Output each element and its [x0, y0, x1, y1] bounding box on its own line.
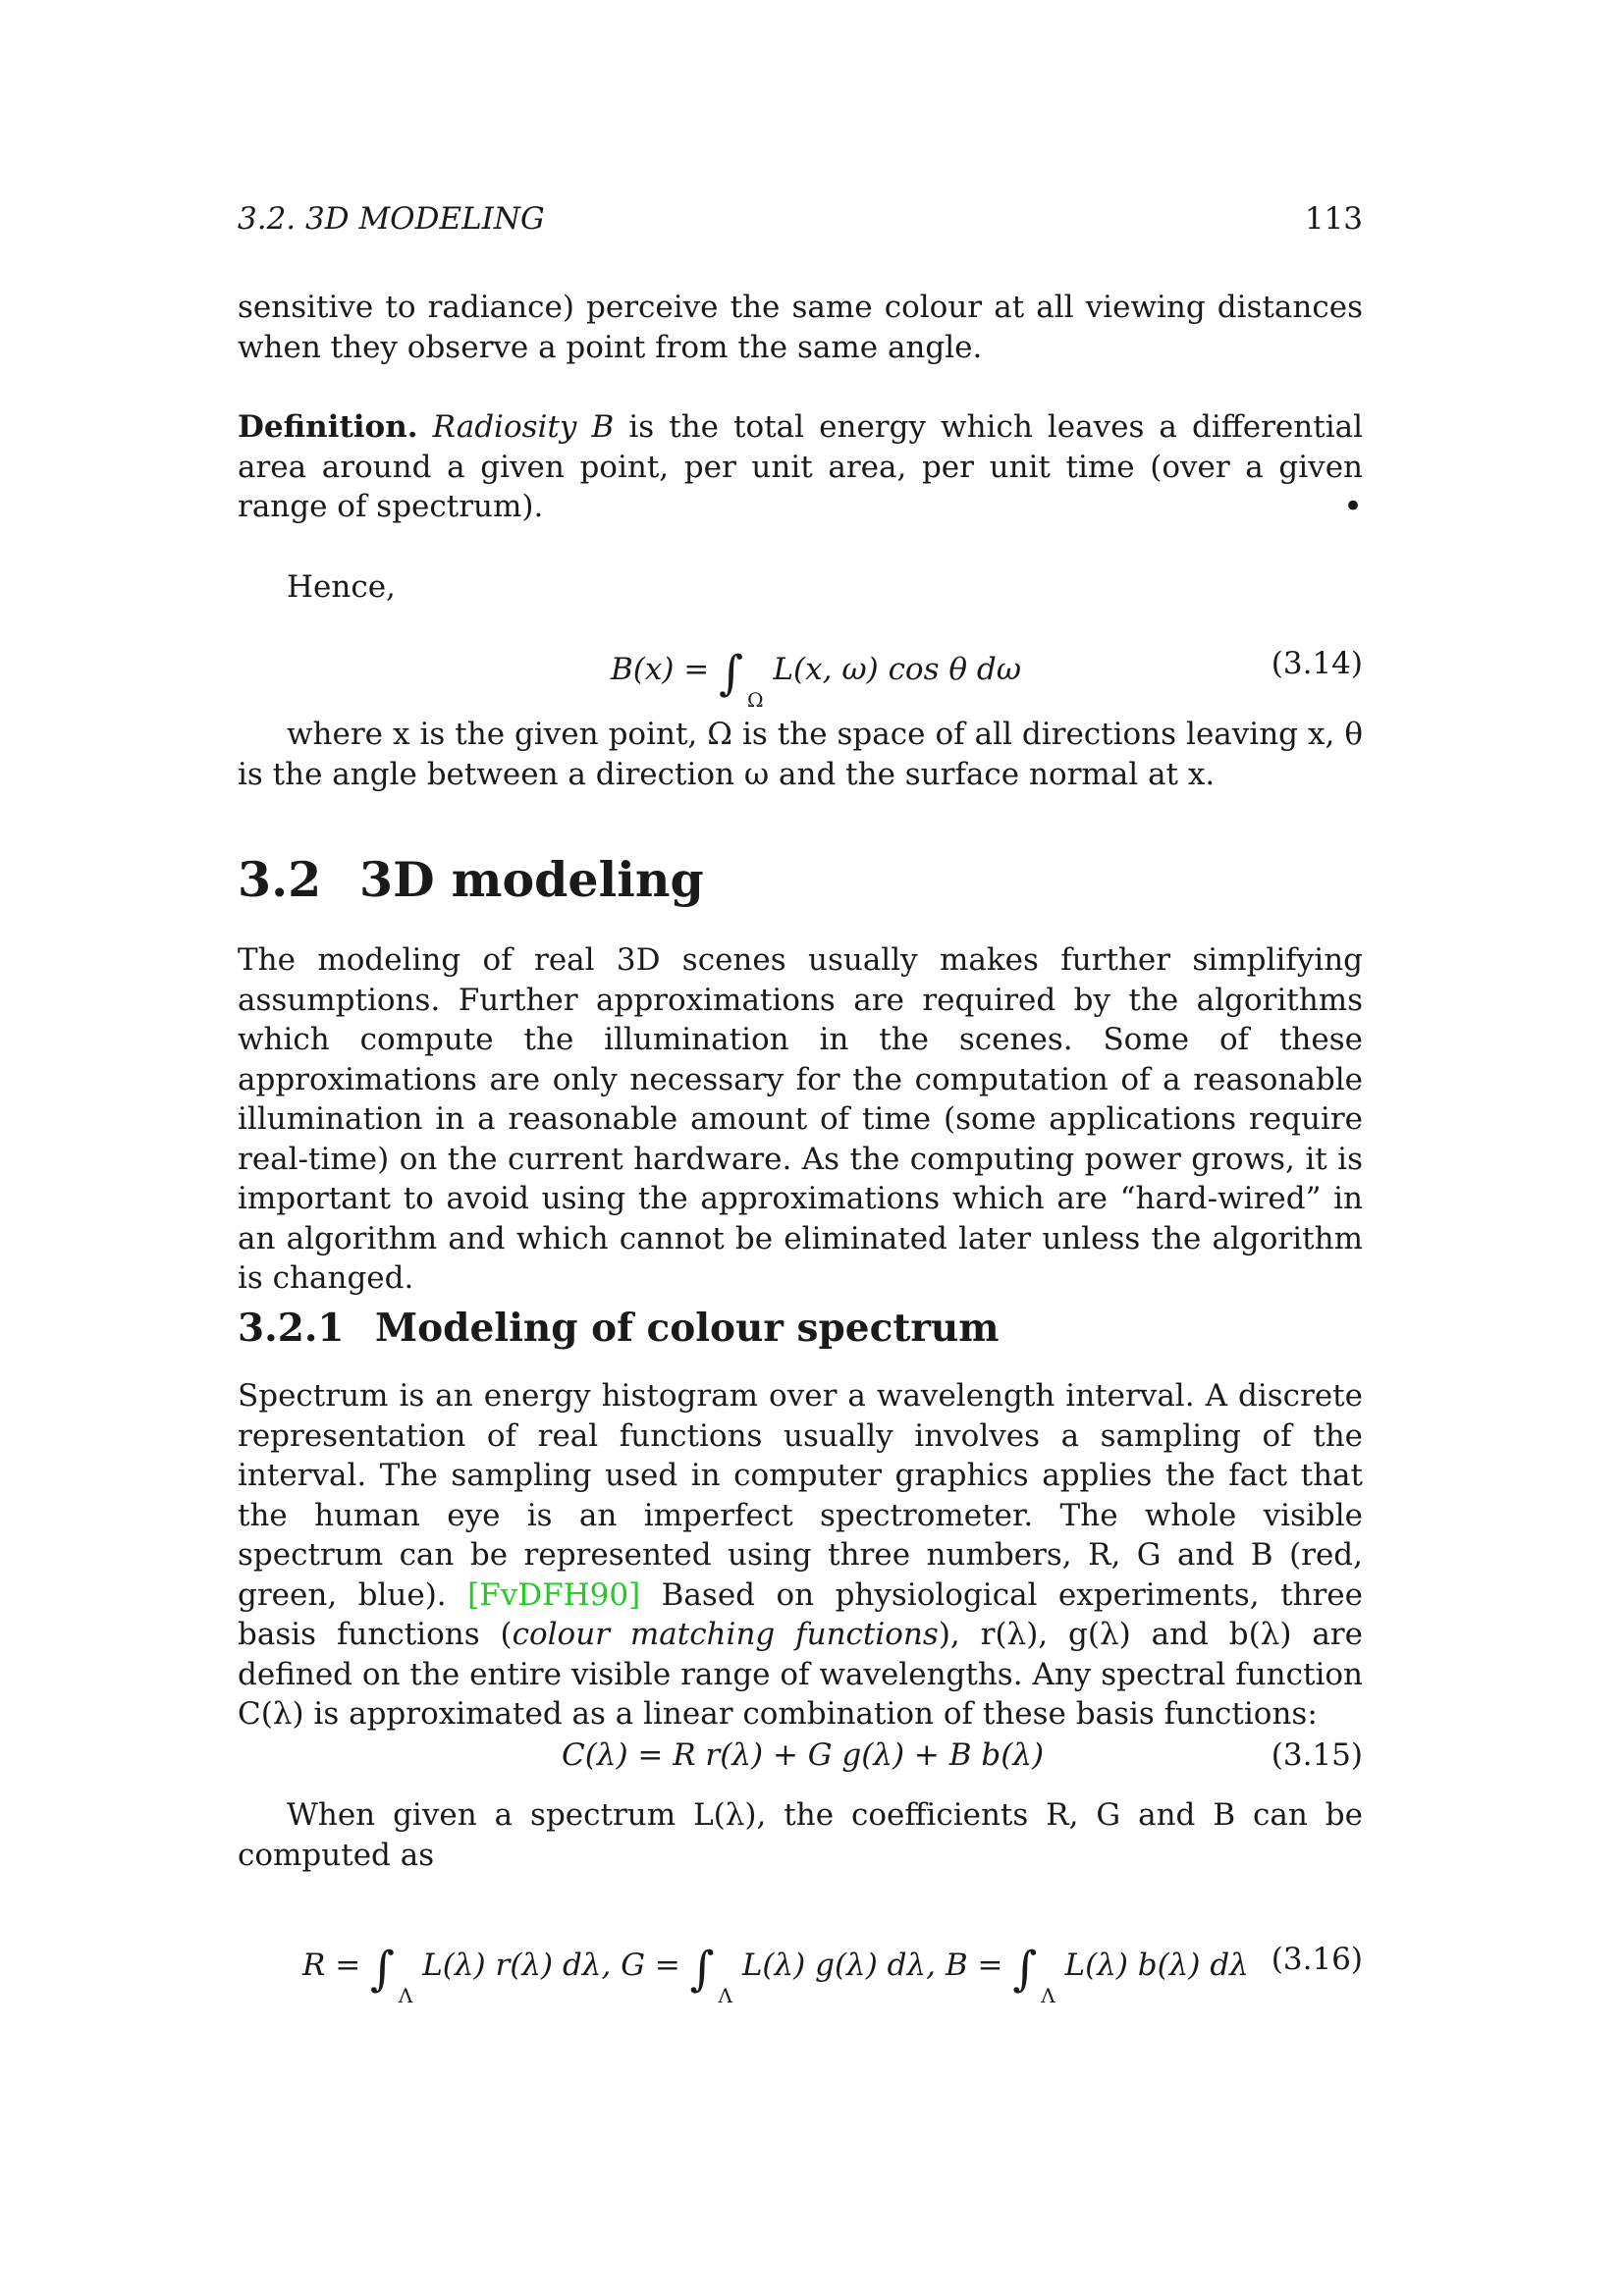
definition-label: Definition.	[238, 409, 418, 445]
equation-number: (3.14)	[1271, 646, 1363, 681]
spectrum-paragraph	[238, 1376, 1363, 1735]
subsection-heading	[238, 1306, 1000, 1351]
spectrum-text-part3: ), r(λ), g(λ) and b(λ) are defined on the entire visible range of wavelengths. Any spectral function C(λ) is approximated as a linear combination of these basis functions:	[238, 1617, 1363, 1732]
running-head-section: 3.2. 3D MODELING	[238, 201, 545, 237]
integral-sign: ∫	[370, 1942, 396, 1997]
definition-block	[238, 407, 1363, 527]
definition-term: Radiosity	[432, 409, 577, 445]
eq-3-16-r-body: L(λ) r(λ) dλ,	[422, 1948, 622, 1983]
where-text: where x is the given point, Ω is the space of all directions leaving x, θ is the angle between a direction ω and the surface normal at x.	[238, 717, 1363, 792]
page-number: 113	[1304, 201, 1363, 237]
where-paragraph	[238, 715, 1363, 794]
spectrum-text-part2: Based on physiological experiments, three basis functions (	[238, 1576, 1363, 1652]
integral-sign: ∫	[1012, 1942, 1038, 1997]
when-text: When given a spectrum L(λ), the coefficients R, G and B can be computed as	[238, 1797, 1363, 1873]
integral-domain: Λ	[1041, 1984, 1055, 2007]
subsection-number: 3.2.1	[238, 1306, 345, 1351]
subsection-title: Modeling of colour spectrum	[375, 1306, 1000, 1351]
when-paragraph	[238, 1795, 1363, 1875]
equation-3-14	[238, 646, 1363, 715]
spectrum-italic: colour matching functions	[512, 1617, 939, 1652]
eq-3-14-body: L(x, ω) cos θ dω	[773, 652, 1021, 687]
eq-3-16-r-lhs: R =	[302, 1948, 371, 1983]
section-number: 3.2	[238, 851, 322, 908]
integral-sign: ∫	[689, 1942, 715, 1997]
equation-3-16	[238, 1942, 1363, 2010]
integral-sign: ∫	[719, 646, 744, 701]
definition-symbol: B	[591, 409, 615, 445]
end-of-definition-bullet-icon: •	[1342, 487, 1363, 526]
spectrum-text-part1: Spectrum is an energy histogram over a wavelength interval. A discrete representation of real functions usually involves a sampling of the interval. The sampling used in computer graphics applies the fact that the human eye is an imperfect spectrometer. The whole visible spectrum can be represented using three numbers, R, G and B (red, green, blue).	[238, 1378, 1363, 1613]
eq-3-16-b-lhs: B =	[945, 1948, 1013, 1983]
integral-domain: Ω	[747, 688, 764, 712]
equation-number: (3.15)	[1271, 1737, 1363, 1773]
section-heading	[238, 851, 704, 908]
eq-3-14-lhs: B(x) =	[611, 652, 720, 687]
section-title: 3D modeling	[359, 851, 704, 908]
citation-link[interactable]: [FvDFH90]	[467, 1576, 641, 1613]
integral-domain: Λ	[398, 1984, 413, 2007]
section-paragraph: The modeling of real 3D scenes usually makes further simplifying assumptions. Further approximations are required by the algorithms which compute the illumination in the scenes. Some of these approximations are only necessary for the computation of a reasonable illumination in a reasonable amount of time (some applications require real-time) on the current hardware. As the computing power grows, it is important to avoid using the approximations which are “hard-wired” in an algorithm and which cannot be eliminated later unless the algorithm is changed.	[238, 942, 1363, 1296]
equation-number: (3.16)	[1271, 1942, 1363, 1977]
integral-domain: Λ	[718, 1984, 732, 2007]
running-head	[238, 201, 1363, 240]
hence-text: Hence,	[287, 569, 396, 605]
definition-text: is the total energy which leaves a differential area around a given point, per unit area, per unit time (over a given range of spectrum).	[238, 409, 1364, 524]
eq-3-16-b-body: L(λ) b(λ) dλ	[1064, 1948, 1249, 1983]
paragraph-continuation: sensitive to radiance) perceive the same colour at all viewing distances when they observe a point from the same angle.	[238, 290, 1363, 365]
eq-3-15-expr: C(λ) = R r(λ) + G g(λ) + B b(λ)	[562, 1737, 1045, 1773]
eq-3-16-g-body: L(λ) g(λ) dλ,	[741, 1948, 946, 1983]
eq-3-16-g-lhs: G =	[621, 1948, 690, 1983]
